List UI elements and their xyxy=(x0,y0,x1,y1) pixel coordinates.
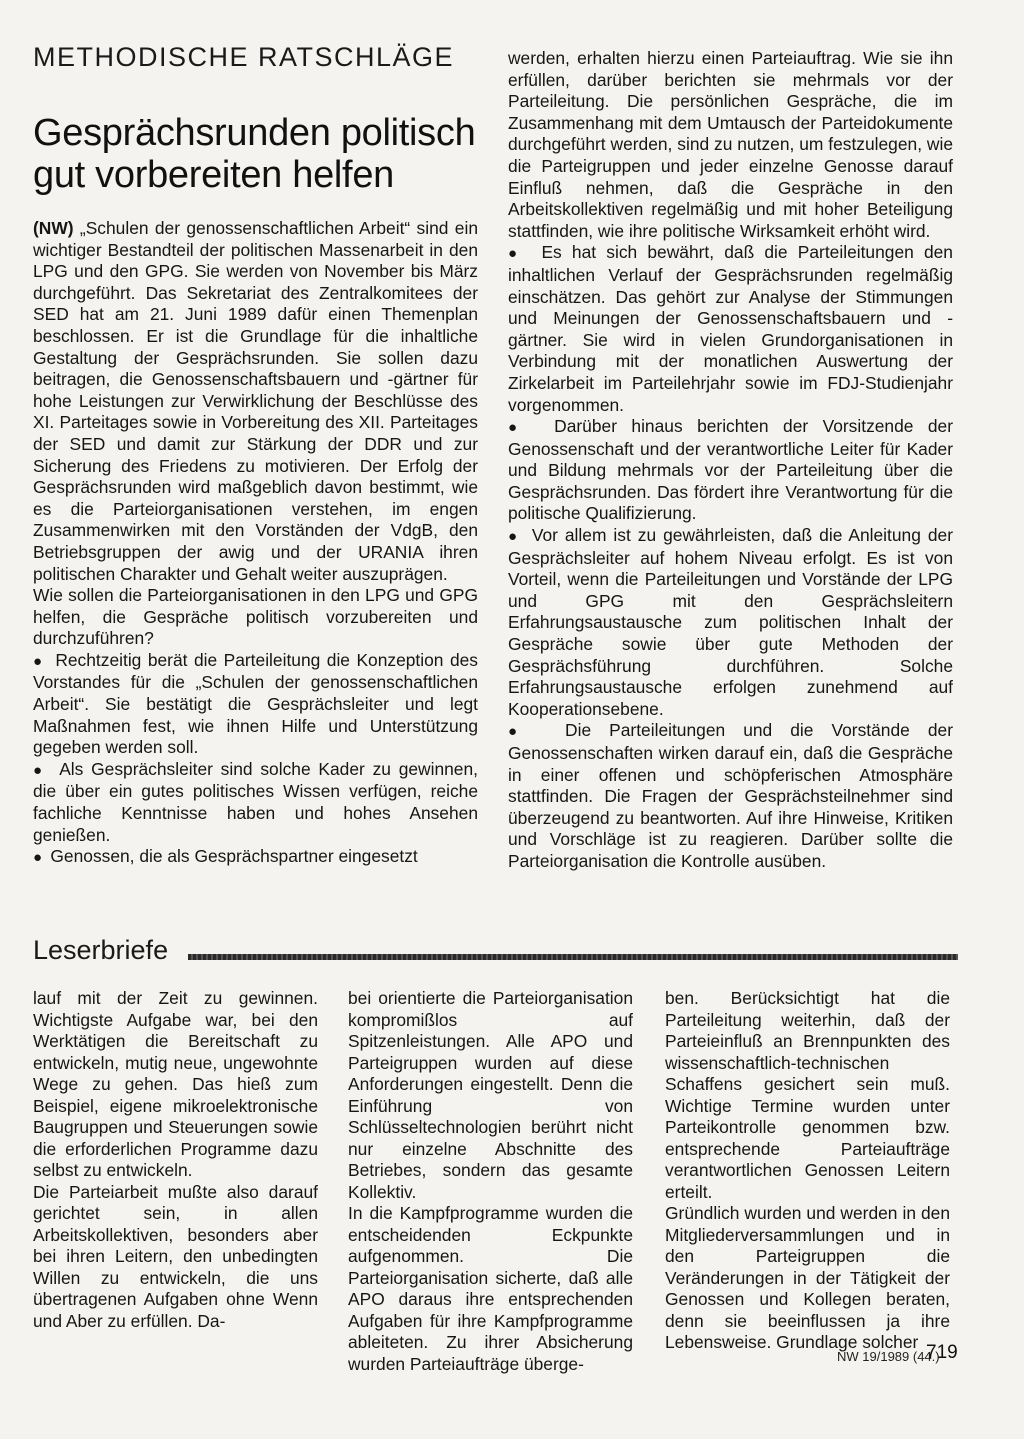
bullet-paragraph-2: ● Als Gesprächsleiter sind solche Kader zu gewinnen, die über ein gutes politisches Wissen verfügen, reiche fachliche Kenntnisse haben und hohes Ansehen genießen. xyxy=(33,759,478,846)
page-number: 719 xyxy=(926,1342,958,1363)
bullet-paragraph-3: ● Genossen, die als Gesprächspartner eingesetzt xyxy=(33,846,478,869)
issue-reference: NW 19/1989 (44.) xyxy=(837,1349,940,1364)
bullet-paragraph-5: ● Darüber hinaus berichten der Vorsitzende der Genossenschaft und der verantwortliche Leiter für Kader und Bildung mehrmals vor der Parteileitung über die Gesprächsrunden. Das fördert ihre Verantwortung für die politische Qualifizierung. xyxy=(508,416,953,525)
bullet-paragraph-6: ● Vor allem ist zu gewährleisten, daß die Anleitung der Gesprächsleiter auf hohem Niveau erfolgt. Es ist von Vorteil, wenn die Parteileitungen und Vorstände der LPG und GPG mit den Gesprächsleitern Erfahrungsaustausche zum politischen Inhalt der Gespräche sowie über gute Methoden der Gesprächsführung durchführen. Solche Erfahrungsaustausche erfolgen zunehmend auf Kooperationsebene. xyxy=(508,525,953,720)
article-column-right xyxy=(508,48,953,873)
letters-column-2 xyxy=(348,988,633,1375)
article-column-left xyxy=(33,218,478,869)
bullet-paragraph-1: ● Rechtzeitig berät die Parteileitung die Konzeption des Vorstandes für die „Schulen der genossenschaftlichen Arbeit“. Sie bestätigt die Gesprächsleiter und legt Maßnahmen fest, wie ihnen Hilfe und Unterstützung gegeben werden soll. xyxy=(33,650,478,759)
intro-paragraph xyxy=(33,218,478,585)
letters-section-header xyxy=(33,935,963,969)
bullet-paragraph-4: ● Es hat sich bewährt, daß die Parteileitungen den inhaltlichen Verlauf der Gesprächsrunden regelmäßig einschätzen. Das gehört zur Analyse der Stimmungen und Meinungen der Genossenschaftsbauern und -gärtner. Sie wird in vielen Grundorganisationen in Verbindung mit der monatlichen Auswertung der Zirkelarbeit im Parteilehrjahr sowie im FDJ-Studienjahr vorgenommen. xyxy=(508,242,953,416)
letters-paragraph: In die Kampfprogramme wurden die entscheidenden Eckpunkte aufgenommen. Die Parteiorganisation sicherte, daß alle APO daraus ihre entsprechenden Aufgaben für ihre Kampfprogramme ableiteten. Zu ihrer Absicherung wurden Parteiaufträge überge- xyxy=(348,1203,633,1374)
section-label: METHODISCHE RATSCHLÄGE xyxy=(33,42,455,72)
bullet-paragraph-7: ● Die Parteileitungen und die Vorstände der Genossenschaften wirken darauf ein, daß die Gespräche in einer offenen und schöpferischen Atmosphäre stattfinden. Die Fragen der Gesprächsteilnehmer sind überzeugend zu beantworten. Auf ihre Hinweise, Kritiken und Vorschläge ist zu reagieren. Darüber sollte die Parteiorganisation die Kontrolle ausüben. xyxy=(508,720,953,872)
letters-paragraph: Gründlich wurden und werden in den Mitgliederversammlungen und in den Parteigruppen die Veränderungen in der Tätigkeit der Genossen und Kollegen beraten, denn sie beeinflussen ja ihre Lebensweise. Grundlage solcher xyxy=(665,1203,950,1352)
question-paragraph: Wie sollen die Parteiorganisationen in den LPG und GPG helfen, die Gespräche politisch vorzubereiten und durchzuführen? xyxy=(33,585,478,649)
intro-text: „Schulen der genossenschaftlichen Arbeit“ sind ein wichtiger Bestandteil der politischen Massenarbeit in den LPG und den GPG. Sie werden von November bis März durchgeführt. Das Sekretariat des Zentralkomitees der SED hat am 21. Juni 1989 dafür einen Themenplan beschlossen. Er ist die Grundlage für die inhaltliche Gestaltung der Gesprächsrunden. Sie sollen dazu beitragen, die Genossenschaftsbauern und -gärtner für hohe Leistungen zur Verwirklichung der Beschlüsse des XI. Parteitages sowie in Vorbereitung des XII. Parteitages der SED und damit zur Stärkung der DDR und zur Sicherung des Friedens zu motivieren. Der Erfolg der Gesprächsrunden wird maßgeblich davon bestimmt, wie es die Parteiorganisationen verstehen, im engen Zusammenwirken mit den Vorständen der VdgB, den Betriebsgruppen der awig und der URANIA ihren politischen Charakter und Gehalt weiter auszuprägen. xyxy=(33,218,478,584)
letters-paragraph: bei orientierte die Parteiorganisation kompromißlos auf Spitzenleistungen. Alle APO und Parteigruppen wurden auf diese Anforderungen eingestellt. Denn die Einführung von Schlüsseltechnologien berührt nicht nur einzelne Abschnitte des Betriebes, sondern das gesamte Kollektiv. xyxy=(348,988,633,1202)
section-divider xyxy=(188,954,958,960)
intro-lead: (NW) xyxy=(33,218,74,238)
continuation-paragraph: werden, erhalten hierzu einen Parteiauftrag. Wie sie ihn erfüllen, darüber berichten sie mehrmals vor der Parteileitung. Die persönlichen Gespräche, die im Zusammenhang mit dem Umtausch der Parteidokumente durchgeführt werden, sind zu nutzen, um festzulegen, wie die Parteigruppen und jeder einzelne Genosse darauf Einfluß nehmen, daß die Gespräche in den Arbeitskollektiven regelmäßig und mit hoher Beteiligung stattfinden, wie ihre politische Wirksamkeit erhöht wird. xyxy=(508,48,953,241)
letters-column-3 xyxy=(665,988,950,1354)
letters-paragraph: ben. Berücksichtigt hat die Parteileitung weiterhin, daß der Parteieinfluß an Brennpunkten des wissenschaftlich-technischen Schaffens gesichert sein muß. Wichtige Termine wurden unter Parteikontrolle genommen bzw. entsprechende Parteiaufträge verantwortlichen Genossen Leitern erteilt. xyxy=(665,988,950,1202)
letters-title: Leserbriefe xyxy=(33,935,169,965)
letters-paragraph: Die Parteiarbeit mußte also darauf gerichtet sein, in allen Arbeitskollektiven, besonders aber bei ihren Leitern, den unbedingten Willen zu entwickeln, die uns übertragenen Aufgaben ohne Wenn und Aber zu erfüllen. Da- xyxy=(33,1181,318,1331)
letters-column-1 xyxy=(33,988,318,1332)
article-headline: Gesprächsrunden politisch gut vorbereiten helfen xyxy=(33,112,476,196)
letters-paragraph: lauf mit der Zeit zu gewinnen. Wichtigste Aufgabe war, bei den Werktätigen die Bereitschaft zu entwickeln, mutig neue, ungewohnte Wege zu gehen. Das hieß zum Beispiel, eigene mikroelektronische Baugruppen und Steuerungen sowie die erforderlichen Programme dazu selbst zu entwickeln. xyxy=(33,988,318,1180)
